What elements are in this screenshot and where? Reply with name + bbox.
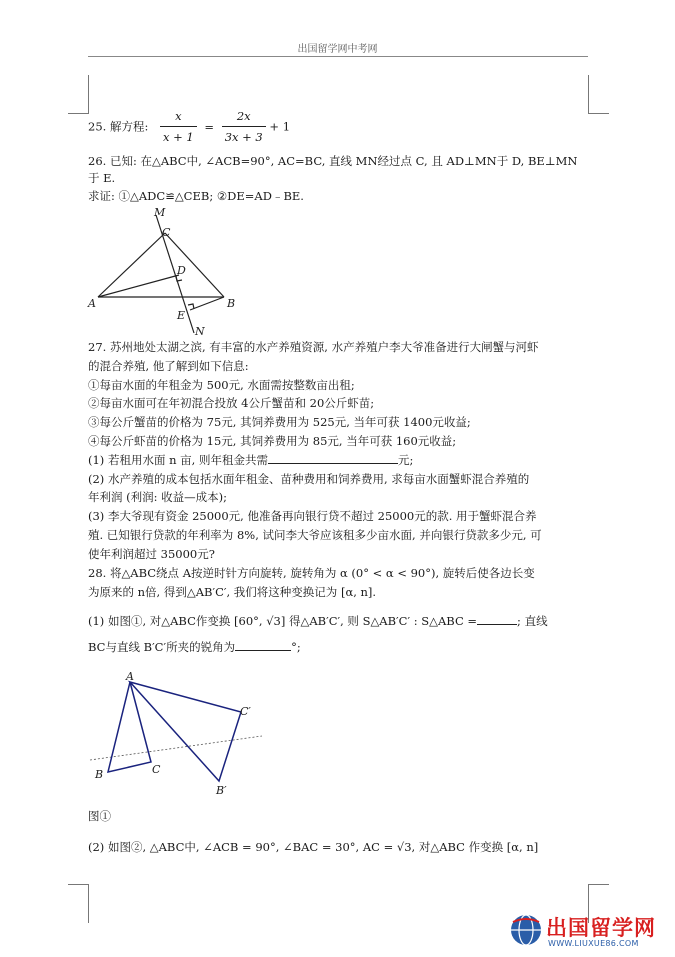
- q28-angle-blank[interactable]: [235, 650, 291, 651]
- q25-den1: x + 1: [162, 130, 194, 144]
- q27-part2-line2: 年利润 (利润: 收益—成本);: [88, 490, 228, 504]
- label-e: E: [177, 309, 186, 322]
- q26-figure: [84, 205, 244, 337]
- question-25: [88, 106, 290, 147]
- q28-line1: 28. 将△ABC绕点 A按逆时针方向旋转, 旋转角为 α (0° < α < 90°), 旋转后使各边长变: [88, 566, 535, 580]
- site-logo: [508, 908, 668, 952]
- figure-caption: 图①: [88, 809, 111, 823]
- q27-info-2: ②每亩水面可在年初混合投放 4公斤蟹苗和 20公斤虾苗;: [88, 396, 375, 410]
- label-c-prime: C′: [240, 705, 251, 718]
- label-c2: C: [152, 763, 161, 776]
- q27-part3-line3: 使年利润超过 35000元?: [88, 547, 215, 561]
- q25-den2: 3x + 3: [224, 130, 263, 144]
- page-header: 出国留学网中考网: [297, 44, 378, 55]
- q27-part3-line1: (3) 李大爷现有资金 25000元, 他准备再向银行贷不超过 25000元的款. 用于蟹虾混合养: [88, 509, 537, 523]
- q27-info-3: ③每公斤蟹苗的价格为 75元, 其饲养费用为 525元, 当年可获 1400元收益;: [88, 415, 471, 429]
- q28-sub1-tail: ; 直线: [517, 614, 548, 628]
- triangle-ab-prime-c-prime: [130, 682, 241, 781]
- q28-sub1-angle-text: BC与直线 B′C′所夹的锐角为: [88, 640, 236, 654]
- q27-line2: 的混合养殖, 他了解到如下信息:: [88, 359, 249, 373]
- q25-fraction-left: [160, 106, 197, 147]
- q27-line1: 27. 苏州地处太湖之滨, 有丰富的水产养殖资源, 水产养殖户李大爷准备进行大闸蟹与河虾: [88, 340, 539, 354]
- q26-line1: 26. 已知: 在△ABC中, ∠ACB=90°, AC=BC, 直线 MN经过点 C, 且 AD⊥MN于 D, BE⊥MN: [88, 154, 578, 168]
- globe-icon: [508, 912, 544, 948]
- q28-sub2: (2) 如图②, △ABC中, ∠ACB = 90°, ∠BAC = 30°, AC = √3, 对△ABC 作变换 [α, n]: [88, 840, 539, 854]
- q28-line2: 为原来的 n倍, 得到△AB′C′, 我们将这种变换记为 [α, n].: [88, 585, 377, 599]
- q28-sub1-degree: °;: [291, 640, 301, 654]
- crop-mark-top-right: [588, 75, 609, 114]
- logo-name: 出国留学网: [546, 916, 656, 940]
- label-b2: B: [95, 768, 104, 781]
- q28-sub1-line2: [88, 640, 301, 655]
- q25-num1: x: [160, 106, 197, 127]
- q27-part2-line1: (2) 水产养殖的成本包括水面年租金、苗种费用和饲养费用, 求每亩水面蟹虾混合养殖的: [88, 472, 530, 486]
- q25-prefix: 25. 解方程:: [88, 119, 149, 134]
- q26-line3: 求证: ①△ADC≌△CEB; ②DE=AD﹣BE.: [88, 189, 304, 203]
- logo-url: WWW.LIUXUE86.COM: [548, 939, 639, 948]
- q28-sub1-line1: [88, 614, 548, 629]
- q27-info-1: ①每亩水面的年租金为 500元, 水面需按整数亩出租;: [88, 378, 355, 392]
- q27-part1-text: (1) 若租用水面 n 亩, 则年租金共需: [88, 453, 268, 467]
- q25-plus-one: + 1: [269, 119, 291, 134]
- label-b-prime: B′: [216, 784, 227, 797]
- label-d: D: [177, 264, 186, 277]
- q27-part1-unit: 元;: [397, 453, 414, 467]
- label-a: A: [88, 297, 96, 310]
- crop-mark-top-left: [68, 75, 89, 114]
- q25-num2: 2x: [222, 106, 266, 127]
- label-c: C: [162, 226, 171, 239]
- q26-line2: 于 E.: [88, 171, 116, 185]
- q28-sub1-text: (1) 如图①, 对△ABC作变换 [60°, √3] 得△AB′C′, 则 S△AB′C′ : S△ABC =: [88, 614, 478, 628]
- q28-figure: [86, 670, 276, 800]
- label-n: N: [195, 325, 205, 337]
- q27-info-4: ④每公斤虾苗的价格为 15元, 其饲养费用为 85元, 当年可获 160元收益;: [88, 434, 457, 448]
- label-m: M: [154, 206, 166, 219]
- q28-ratio-blank[interactable]: [477, 624, 517, 625]
- q25-fraction-right: [222, 106, 266, 147]
- segment-be: [190, 297, 224, 310]
- q27-part1: [88, 453, 413, 468]
- label-b: B: [227, 297, 236, 310]
- segment-cb: [165, 233, 224, 297]
- triangle-abc: [108, 682, 151, 772]
- q27-part3-line2: 殖. 已知银行贷款的年利率为 8%, 试问李大爷应该租多少亩水面, 并向银行贷款多少元, 可: [88, 528, 542, 542]
- header-rule: [88, 56, 588, 57]
- q27-part1-blank[interactable]: [268, 463, 398, 464]
- crop-mark-bottom-left: [68, 884, 89, 923]
- q25-equals: =: [204, 119, 215, 134]
- label-a2: A: [126, 670, 134, 683]
